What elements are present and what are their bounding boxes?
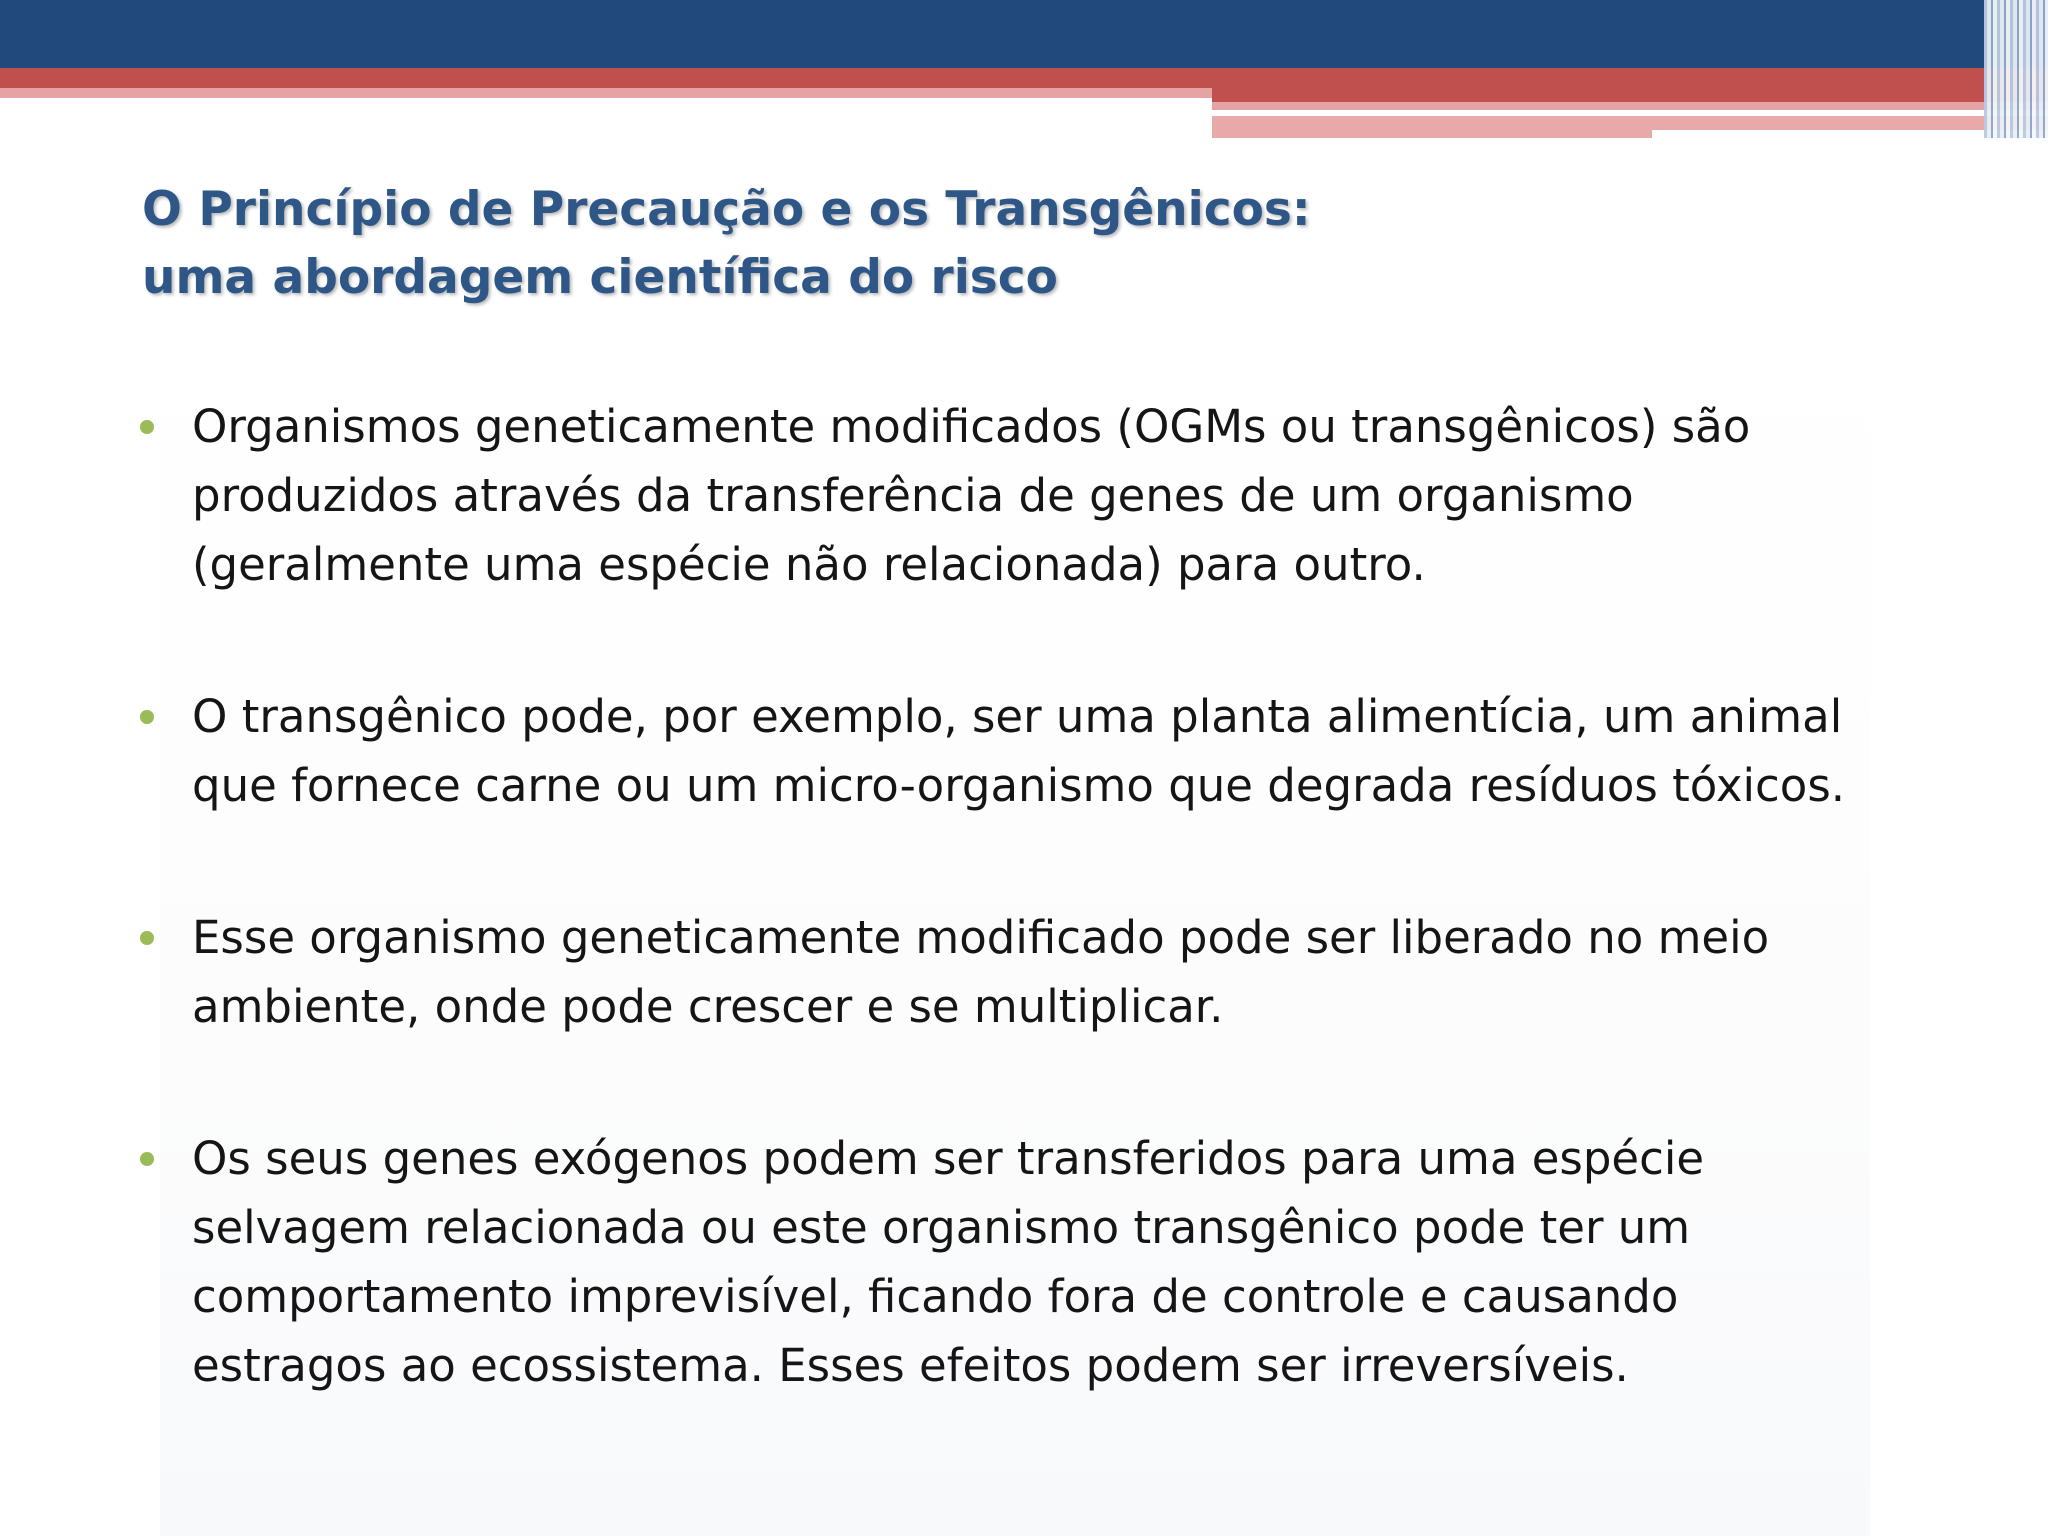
bullet-line: comportamento imprevisível, ficando fora de controle e causando xyxy=(192,1270,1679,1323)
bullet-dot-icon xyxy=(140,1152,154,1166)
bullet-line: O transgênico pode, por exemplo, ser uma planta alimentícia, um animal xyxy=(192,690,1843,743)
bullet-line: Organismos geneticamente modificados (OGMs ou transgênicos) são xyxy=(192,400,1751,453)
header-pink-band-right-bottom xyxy=(1212,116,2048,130)
slide-title-line-1: O Princípio de Precaução e os Transgênicos: xyxy=(142,182,1311,237)
bullet-line: produzidos através da transferência de genes de um organismo xyxy=(192,469,1634,522)
bullet-item xyxy=(134,682,1944,820)
bullet-line: estragos ao ecossistema. Esses efeitos podem ser irreversíveis. xyxy=(192,1339,1629,1392)
bullet-line: Esse organismo geneticamente modificado pode ser liberado no meio xyxy=(192,911,1770,964)
header-red-band-right xyxy=(1212,68,2048,102)
bullet-line: (geralmente uma espécie não relacionada) para outro. xyxy=(192,538,1426,591)
corner-vertical-stripes xyxy=(1984,0,2048,138)
header-blue-band xyxy=(0,0,2048,68)
bullet-line: Os seus genes exógenos podem ser transferidos para uma espécie xyxy=(192,1132,1705,1185)
header-red-band-left xyxy=(0,68,1212,88)
bullet-text xyxy=(192,1124,1944,1400)
bullet-dot-icon xyxy=(140,931,154,945)
bullet-item xyxy=(134,392,1944,599)
bullet-line: selvagem relacionada ou este organismo transgênico pode ter um xyxy=(192,1201,1691,1254)
header-pink-band-left xyxy=(0,88,1212,98)
header-pink-band-right-top xyxy=(1212,102,2048,110)
bullet-item xyxy=(134,1124,1944,1400)
bullet-line: que fornece carne ou um micro-organismo que degrada resíduos tóxicos. xyxy=(192,759,1846,812)
bullet-item xyxy=(134,903,1944,1041)
bullet-dot-icon xyxy=(140,420,154,434)
header-pink-band-right-step xyxy=(1212,130,1652,138)
bullet-text xyxy=(192,392,1944,599)
slide-title-line-2: uma abordagem científica do risco xyxy=(142,250,1058,305)
bullet-dot-icon xyxy=(140,710,154,724)
bullet-list xyxy=(134,392,1944,1400)
bullet-line: ambiente, onde pode crescer e se multiplicar. xyxy=(192,980,1224,1033)
slide-title xyxy=(142,176,1642,312)
bullet-text xyxy=(192,903,1944,1041)
bullet-text xyxy=(192,682,1944,820)
